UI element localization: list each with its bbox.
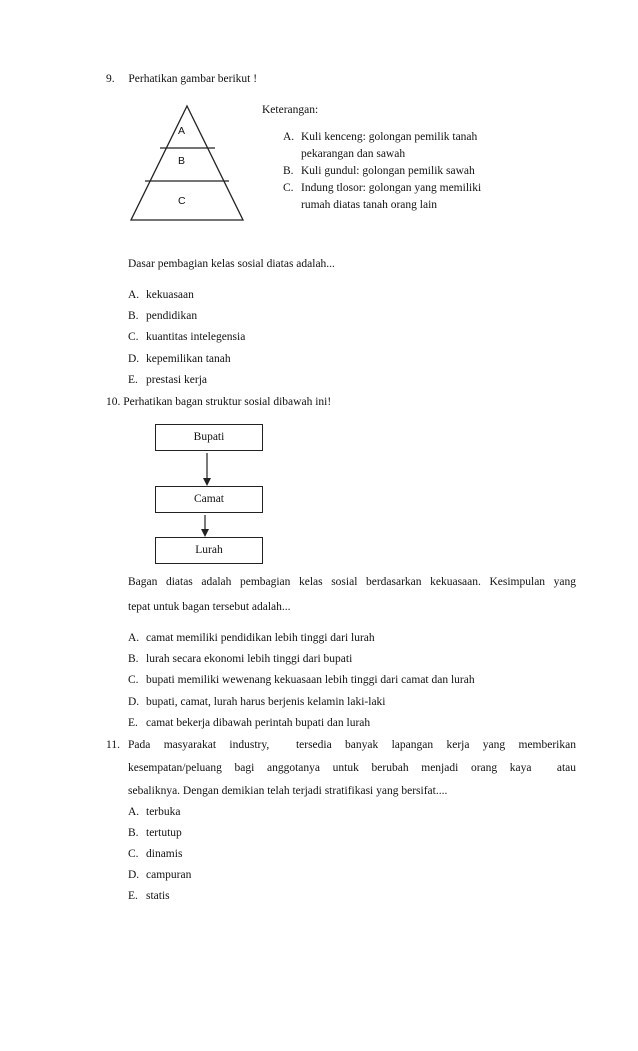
legend-item-b-line1: Kuli gundul: golongan pemilik sawah (301, 165, 475, 177)
option-text: camat bekerja dibawah perintah bupati dan lurah (146, 717, 371, 729)
question-11-number: 11. (106, 739, 120, 751)
legend-letter-a: A. (283, 131, 295, 143)
q9-option-a[interactable] (128, 289, 194, 301)
option-text: camat memiliki pendidikan lebih tinggi dari lurah (146, 632, 375, 644)
option-letter: E. (128, 890, 138, 902)
option-text: bupati, camat, lurah harus berjenis kelamin laki-laki (146, 696, 386, 708)
question-11-line3: sebaliknya. Dengan demikian telah terjadi stratifikasi yang bersifat.... (128, 785, 448, 797)
option-text: campuran (146, 869, 192, 881)
question-9-header (106, 73, 257, 85)
option-letter: C. (128, 848, 139, 860)
social-class-pyramid (125, 104, 250, 222)
option-text: bupati memiliki wewenang kekuasaan lebih tinggi dari camat dan lurah (146, 674, 475, 686)
q11-option-e[interactable] (128, 890, 170, 902)
option-letter: E. (128, 717, 138, 729)
question-10-prompt-line1: Bagan diatas adalah pembagian kelas sosial berdasarkan kekuasaan. Kesimpulan yang (128, 576, 576, 588)
q10-option-a[interactable] (128, 632, 375, 644)
option-text: kuantitas intelegensia (146, 331, 246, 343)
option-text: tertutup (146, 827, 182, 839)
arrow-down-icon (199, 513, 211, 538)
q9-option-c[interactable] (128, 331, 245, 343)
question-10-prompt-line2: tepat untuk bagan tersebut adalah... (128, 601, 291, 613)
legend-item-c-line1: Indung tlosor: golongan yang memiliki (301, 182, 482, 194)
option-text: lurah secara ekonomi lebih tinggi dari bupati (146, 653, 353, 665)
option-letter: B. (128, 827, 139, 839)
option-letter: D. (128, 696, 140, 708)
option-letter: A. (128, 632, 140, 644)
question-9-prompt: Dasar pembagian kelas sosial diatas adalah... (128, 258, 335, 270)
legend-item-a-line2: pekarangan dan sawah (301, 148, 406, 160)
option-letter: A. (128, 806, 140, 818)
pyramid-label-b: B (178, 155, 186, 167)
q11-option-c[interactable] (128, 848, 182, 860)
option-text: terbuka (146, 806, 181, 818)
question-number: 10. (106, 396, 121, 408)
option-text: dinamis (146, 848, 183, 860)
option-letter: E. (128, 374, 138, 386)
question-11-line1: Pada masyarakat industry, tersedia banyak lapangan kerja yang memberikan (128, 739, 576, 751)
question-text: Perhatikan gambar berikut ! (128, 73, 258, 85)
q11-option-d[interactable] (128, 869, 191, 881)
q9-option-d[interactable] (128, 353, 231, 365)
chart-box-lurah: Lurah (155, 537, 263, 564)
pyramid-outline (131, 106, 243, 220)
arrow-down-icon (201, 451, 213, 487)
pyramid-label-c: C (178, 195, 186, 207)
option-letter: A. (128, 289, 140, 301)
q10-option-c[interactable] (128, 674, 475, 686)
pyramid-label-a: A (178, 125, 186, 137)
q11-option-a[interactable] (128, 806, 180, 818)
legend-letter-b: B. (283, 165, 294, 177)
option-letter: B. (128, 310, 139, 322)
q11-option-b[interactable] (128, 827, 182, 839)
option-text: pendidikan (146, 310, 198, 322)
q10-option-b[interactable] (128, 653, 352, 665)
option-letter: D. (128, 353, 140, 365)
question-11-line2: kesempatan/peluang bagi anggotanya untuk berubah menjadi orang kaya atau (128, 762, 576, 774)
q10-option-e[interactable] (128, 717, 370, 729)
option-letter: C. (128, 674, 139, 686)
option-text: statis (146, 890, 170, 902)
question-number: 9. (106, 73, 115, 85)
option-letter: D. (128, 869, 140, 881)
question-10-header (106, 396, 331, 408)
legend-letter-c: C. (283, 182, 294, 194)
option-text: prestasi kerja (146, 374, 207, 386)
legend-item-c-line2: rumah diatas tanah orang lain (301, 199, 438, 211)
option-text: kekuasaan (146, 289, 194, 301)
question-text: Perhatikan bagan struktur sosial dibawah ini! (123, 396, 332, 408)
chart-box-bupati: Bupati (155, 424, 263, 451)
option-text: kepemilikan tanah (146, 353, 231, 365)
option-letter: B. (128, 653, 139, 665)
q10-option-d[interactable] (128, 696, 386, 708)
option-letter: C. (128, 331, 139, 343)
q9-option-e[interactable] (128, 374, 207, 386)
legend-item-a-line1: Kuli kenceng: golongan pemilik tanah (301, 131, 478, 143)
chart-box-camat: Camat (155, 486, 263, 513)
legend-title: Keterangan: (262, 104, 319, 116)
q9-option-b[interactable] (128, 310, 197, 322)
